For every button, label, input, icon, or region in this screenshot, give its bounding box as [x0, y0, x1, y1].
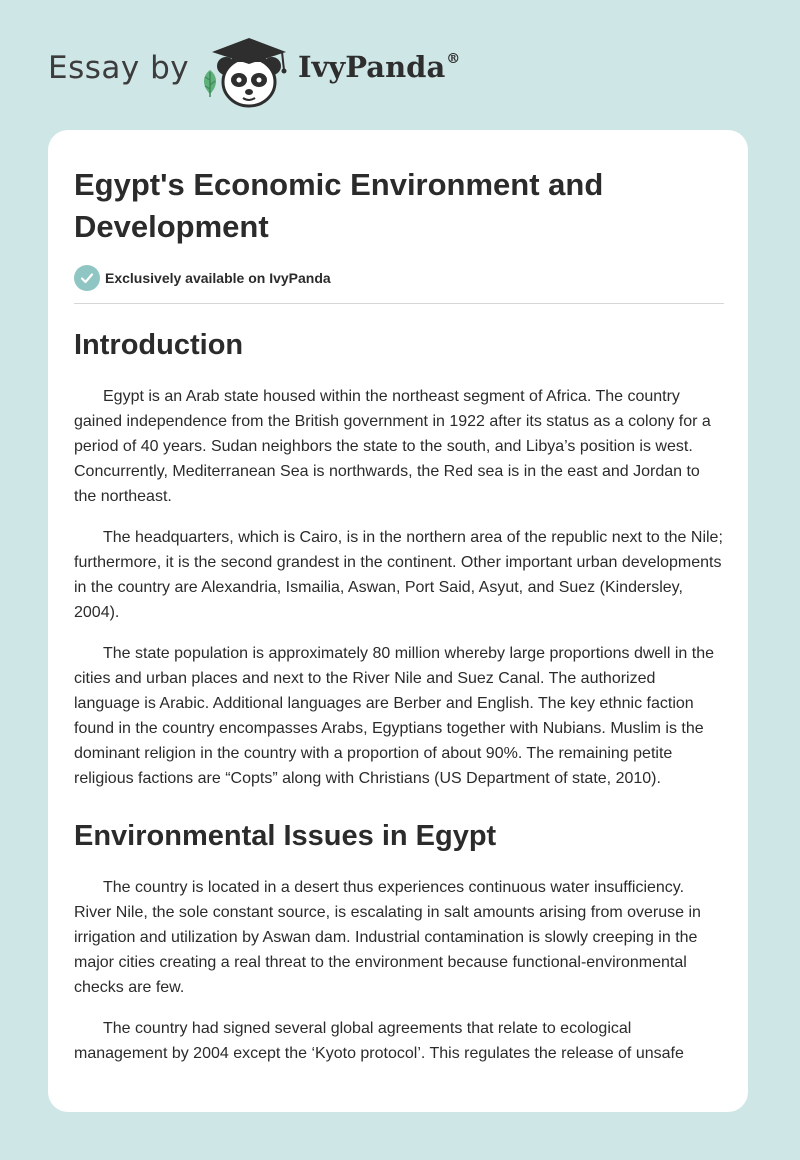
divider: [74, 303, 724, 304]
exclusive-badge: [74, 265, 724, 291]
check-icon: [74, 265, 100, 291]
brand-name[interactable]: IvyPanda®: [298, 50, 461, 84]
section-heading: Introduction: [74, 329, 244, 361]
essay-card: [48, 130, 748, 1112]
badge-label: Exclusively available on IvyPanda: [105, 270, 331, 286]
paragraph: The state population is approximately 80 million whereby large proportions dwell in the cities and urban places and next to the River Nile and Suez Canal. The authorized language is Arabic. Additional languages are Berber and English. The key ethnic faction found in the country encompasses Arabs, Egyptians together with Nubians. Muslim is the dominant religion in the country with a proportion of about 90%. The remaining petite religious factions are “Copts” along with Christians (US Department of state, 2010).: [74, 645, 714, 787]
paragraph: The headquarters, which is Cairo, is in the northern area of the republic next to the Nile; furthermore, it is the second grandest in the continent. Other important urban developments in the country are Alexandria, Ismailia, Aswan, Port Said, Asyut, and Suez (Kindersley, 2004).: [74, 529, 723, 621]
paragraph: The country had signed several global agreements that relate to ecological management by 2004 except the ‘Kyoto protocol’. This regulates the release of unsafe: [74, 1020, 684, 1062]
ivypanda-logo-icon[interactable]: [206, 36, 292, 110]
section-heading: Environmental Issues in Egypt: [74, 820, 497, 852]
paragraph: Egypt is an Arab state housed within the northeast segment of Africa. The country gained independence from the British government in 1922 after its status as a colony for a period of 40 years. Sudan neighbors the state to the south, and Libya’s position is west. Concurrently, Mediterranean Sea is northwards, the Red sea is in the east and Jordan to the northeast.: [74, 388, 711, 505]
paragraph: The country is located in a desert thus experiences continuous water insufficiency. River Nile, the sole constant source, is escalating in salt amounts arising from overuse in irrigation and utilization by Aswan dam. Industrial contamination is slowly creeping in the major cities creating a real threat to the environment because functional-environmental checks are few.: [74, 879, 701, 996]
page-title: Egypt's Economic Environment and Development: [74, 167, 604, 244]
site-header: [48, 34, 548, 110]
essay-by-label: Essay by: [48, 50, 190, 86]
